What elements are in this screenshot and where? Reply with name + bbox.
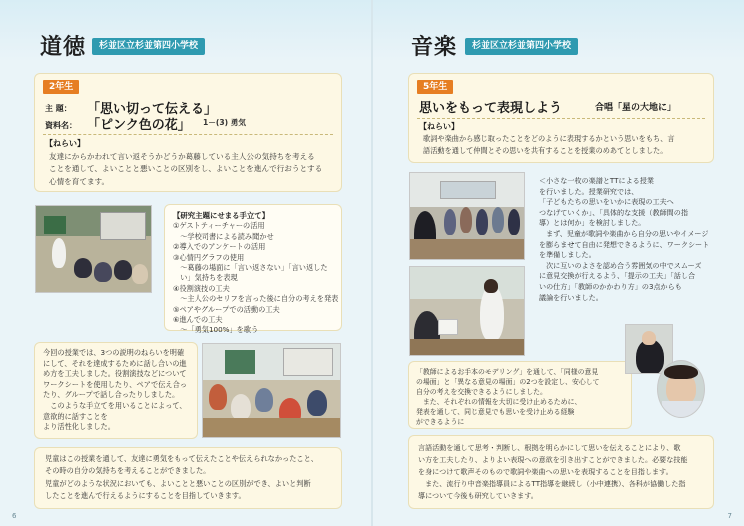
theme-title: 「思い切って伝える」 [87, 102, 218, 117]
plan-title: 【研究主題にせまる手立て】 [173, 211, 270, 220]
aim-label: 【ねらい】 [419, 122, 459, 131]
method-line: 意欲的に話すことを [43, 411, 108, 421]
lesson-description [539, 176, 709, 303]
plan-item: ④役割演技の工夫 [173, 283, 230, 293]
right-lesson-card [409, 74, 713, 162]
material-code: 1－(3) 勇気 [203, 118, 246, 127]
right-grade-tag: 5年生 [417, 80, 453, 94]
plan-item: ～学校司書による読み聞かせ [173, 231, 274, 241]
summary-line: また、流行り中音楽指導員によるTT指導を継続し（小中連携）、各科が協働した指 [418, 479, 686, 488]
method-line: より活性化しました。 [43, 422, 115, 432]
summary-line: その時の自分の気持ちを考えることができました。 [45, 466, 211, 476]
description-line: 導）とは何か」を検討しました。 [539, 218, 646, 228]
plan-item: ⑥進んでの工夫 [173, 315, 223, 325]
card-divider [43, 134, 333, 135]
student-face-photo [657, 360, 705, 418]
teaching-plan-card [165, 205, 341, 335]
summary-line: 児童はこの授業を通して、友達に勇気をもって伝えたことや伝えられなかったこと、 [45, 454, 318, 463]
right-subject-title: 音楽 [411, 34, 458, 60]
method-line: にして、それを達成するために話し合いの進 [43, 358, 187, 368]
theme-label: 主 題： [45, 104, 72, 113]
plan-item: ③心情円グラフの使用 [173, 252, 245, 262]
summary-line: い方を工夫したり、よりよい表現への意欲を引き出すことができました。必要な技能 [418, 455, 688, 464]
method-line: ワークシートを使用したり、ペアで伝え合っ [43, 379, 187, 389]
summary-line: 児童がどのような状況においても、よいことと悪いことの区別ができ、よいと判断 [45, 478, 311, 488]
left-page [0, 0, 371, 526]
summary-line: 言語活動を通して思考・判断し、根拠を明らかにして思いを伝えることにより、歌 [418, 443, 681, 452]
description-line: に意見交換が行えるよう、「提示の工夫」「話し合 [539, 271, 696, 281]
modeling-line: ができるように [416, 418, 465, 426]
description-line: 議論を行いました。 [539, 292, 603, 302]
method-line: 今回の授業では、3つの説明のねらいを明確 [43, 348, 185, 357]
left-summary-card [35, 448, 341, 508]
aim-label: 【ねらい】 [45, 139, 85, 148]
right-summary-card [409, 436, 713, 508]
description-line: 次に互いのよさを認め合う雰囲気の中でスムーズ [539, 260, 702, 270]
description-line: まず、児童が歌詞や楽曲から自分の思いやイメージ [539, 228, 709, 238]
method-line: このような手立てを用いることによって、 [43, 400, 187, 410]
aim-line: 心情を育てます。 [49, 176, 110, 186]
plan-item: ～「勇気100%」を歌う [173, 325, 259, 335]
modeling-line: の場面」と「異なる意見の場面」の2つを設定し、安心して [416, 378, 600, 386]
modeling-line: 「教師によるお手本のモデリング」を通して、「同様の意見 [416, 368, 599, 376]
description-line: つなげていくか」、「具体的な支援（教師間の指 [539, 207, 688, 217]
plan-item: ～葛藤の場面に「言い返さない」「言い返した [173, 263, 328, 273]
music-lesson-title: 思いをもって表現しよう [419, 101, 563, 116]
description-line: を膨らませて自由に発想できるように、ワークシート [539, 239, 710, 249]
modeling-line: 発表を通して、同じ意見でも思いを受け止める経験 [416, 408, 575, 416]
method-line: たり、グループで話し合ったりしました。 [43, 390, 180, 400]
plan-item: ②導入でのアンケートの活用 [173, 242, 266, 252]
choir-rehearsal-photo [409, 172, 525, 260]
lesson-method-card [35, 343, 197, 438]
left-page-number: 6 [12, 512, 17, 520]
plan-item: ①ゲストティーチャーの活用 [173, 221, 265, 231]
student-presentation-photo [409, 266, 525, 356]
modeling-line: また、それぞれの情報を大切に受け止めるために、 [416, 398, 582, 406]
method-line: め方を工夫しました。役割演技などについて [43, 369, 187, 379]
classroom-reading-photo [35, 205, 152, 293]
right-page [373, 0, 744, 526]
right-page-number: 7 [727, 512, 732, 520]
aim-line: ことを通して、よいことと悪いことの区別をし、よいことを進んで行おうとする [49, 164, 323, 174]
summary-line: を身につけて歌声そのもので歌詞や楽曲への思いを表現することを目指します。 [418, 467, 673, 476]
left-grade-tag: 2年生 [43, 80, 79, 94]
plan-item: ⑤ペアやグループでの活動の工夫 [173, 304, 280, 314]
plan-item: ～主人公のセリフを言った後に自分の考えを発表 [173, 294, 339, 304]
card-divider [417, 118, 705, 119]
summary-line: したことを進んで行えるようにすることを目指していきます。 [45, 491, 246, 501]
material-title: 「ピンク色の花」 [87, 118, 191, 133]
summary-line: 導について今後も研究していきます。 [418, 491, 538, 500]
aim-line: 友達にからかわれて言い返そうかどうか葛藤している主人公の気持ちを考える [49, 152, 315, 161]
left-subject-title: 道徳 [40, 34, 87, 60]
description-line: を行いました。授業研究では、 [539, 186, 639, 196]
right-school-tag: 杉並区立杉並第四小学校 [465, 38, 578, 55]
description-line: を準備しました。 [539, 250, 596, 260]
description-line: ＜小さな一枚の楽譜とTTによる授業 [539, 176, 654, 185]
material-label: 資料名： [45, 121, 77, 130]
modeling-card [409, 362, 631, 428]
group-work-photo [202, 343, 341, 438]
music-song-title: 合唱「星の大地に」 [595, 103, 677, 113]
plan-item: い」気持ちを表現 [173, 273, 238, 283]
left-school-tag: 杉並区立杉並第四小学校 [92, 38, 205, 55]
description-line: いの仕方」「教師のかかわり方」の3点からも [539, 281, 682, 291]
description-line: 「子どもたちの思いをいかに表現の工夫へ [539, 197, 674, 207]
modeling-line: 自分の考えを交換できるようにしました。 [416, 388, 547, 396]
aim-line: 歌詞や楽曲から感じ取ったことをどのように表現するかという思いをもち、言 [423, 134, 675, 143]
aim-line: 語活動を通して仲間とその思いを共有することを授業のめあてとしました。 [423, 146, 668, 156]
left-lesson-card [35, 74, 341, 191]
